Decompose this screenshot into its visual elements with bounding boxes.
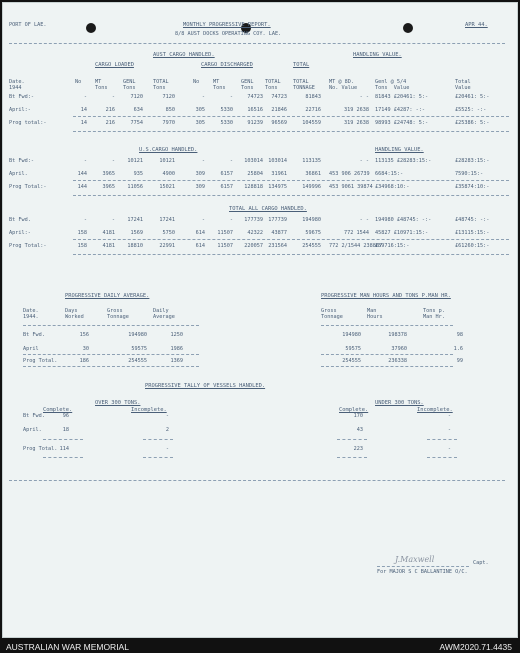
table-cell: 15021: [159, 184, 175, 190]
rule-line: [427, 439, 457, 440]
report-month: APR 44.: [465, 22, 488, 28]
rule-line: [73, 131, 509, 132]
punch-hole: [403, 23, 413, 33]
group-header: OVER 300 TONS.: [95, 400, 141, 406]
column-header: Days Worked: [65, 308, 84, 320]
table-cell: 98993 £24748: 5:-: [375, 120, 429, 126]
table-cell: 104559: [302, 120, 321, 126]
column-header: Incomplete.: [417, 407, 453, 413]
column-header: GENL Tons: [123, 79, 136, 91]
table-cell: 1986: [170, 346, 183, 352]
table-cell: -: [111, 158, 115, 164]
column-header: Incomplete.: [131, 407, 167, 413]
footer-credit: AUSTRALIAN WAR MEMORIAL: [6, 642, 129, 652]
table-cell: 74723: [271, 94, 287, 100]
table-cell: 10121: [159, 158, 175, 164]
rule-line: [143, 439, 173, 440]
table-cell: -: [201, 217, 205, 223]
table-cell: -: [447, 446, 451, 452]
table-cell: 194980: [342, 332, 361, 338]
table-cell: 18810: [127, 243, 143, 249]
table-cell: 156: [79, 332, 89, 338]
signature: J.Maxwell: [395, 555, 435, 564]
table-cell: 96: [62, 413, 69, 419]
table-cell: £34968:10:-: [375, 184, 410, 190]
table-cell: 216: [105, 107, 115, 113]
table-cell: £13115:15:-: [455, 230, 490, 236]
table-cell: 194980: [128, 332, 147, 338]
column-header: MT @ 8D. No. Value: [329, 79, 358, 91]
table-cell: £20461: 5:-: [455, 94, 490, 100]
table-cell: 216: [105, 120, 115, 126]
table-cell: 7120: [162, 94, 175, 100]
report-subtitle: 8/8 AUST DOCKS OPERATING COY. LAE.: [175, 31, 282, 37]
table-cell: -: [447, 413, 451, 419]
table-cell: - -: [359, 158, 369, 164]
table-cell: 11056: [127, 184, 143, 190]
table-cell: 59575: [345, 346, 361, 352]
table-cell: 850: [165, 107, 175, 113]
table-cell: 103014: [244, 158, 263, 164]
table-cell: 96569: [271, 120, 287, 126]
table-cell: 177739: [244, 217, 263, 223]
table-cell: 3965: [102, 184, 115, 190]
table-cell: 3965: [102, 171, 115, 177]
rule-line: [321, 325, 453, 326]
table-cell: 144: [77, 184, 87, 190]
row-label: Prog Total.: [23, 358, 58, 364]
table-cell: 177739: [268, 217, 287, 223]
table-cell: 236338: [388, 358, 407, 364]
table-cell: 634: [133, 107, 143, 113]
table-cell: 22716: [305, 107, 321, 113]
table-cell: £48745: -:-: [455, 217, 490, 223]
table-cell: -: [229, 158, 233, 164]
column-header: No: [75, 79, 82, 85]
table-cell: 81843: [305, 94, 321, 100]
table-cell: 5330: [220, 120, 233, 126]
section-title: PROGRESSIVE MAN HOURS AND TONS P.MAN HR.: [321, 293, 451, 299]
table-cell: 614: [195, 243, 205, 249]
table-cell: 16516: [247, 107, 263, 113]
column-header: Tons p. Man Hr.: [423, 308, 445, 320]
column-header: Date. 1944: [9, 79, 25, 91]
table-cell: - -: [359, 94, 369, 100]
rule-line: [321, 354, 453, 355]
column-header: Date. 1944.: [23, 308, 39, 320]
table-cell: 254555: [302, 243, 321, 249]
section-title: PROGRESSIVE DAILY AVERAGE.: [65, 293, 150, 299]
table-cell: 25804: [247, 171, 263, 177]
group-header: TOTAL: [293, 62, 310, 68]
table-cell: £25386: 5:-: [455, 120, 490, 126]
group-header: CARGO DISCHARGED: [201, 62, 253, 68]
table-cell: £61260:15:-: [455, 243, 490, 249]
table-cell: 453 906 26739: [329, 171, 370, 177]
table-cell: 194980: [302, 217, 321, 223]
table-cell: 43: [356, 427, 363, 433]
table-cell: 59575: [131, 346, 147, 352]
table-cell: 170: [353, 413, 363, 419]
table-cell: 158: [77, 230, 87, 236]
row-label: Bt Fwd.: [9, 217, 31, 223]
table-cell: -: [201, 94, 205, 100]
table-cell: 186: [79, 358, 89, 364]
table-cell: 1250: [170, 332, 183, 338]
table-cell: 45827 £10971:15:-: [375, 230, 429, 236]
table-cell: 223: [353, 446, 363, 452]
table-cell: 935: [133, 171, 143, 177]
table-cell: 103014: [268, 158, 287, 164]
rule-line: [73, 195, 509, 196]
column-header: TOTAL Tons: [153, 79, 169, 91]
table-cell: 220057: [244, 243, 263, 249]
table-cell: 1569: [130, 230, 143, 236]
rule-line: [23, 366, 199, 367]
table-cell: 113135: [302, 158, 321, 164]
table-cell: 14: [80, 107, 87, 113]
rule-line: [23, 325, 199, 326]
table-cell: 254555: [128, 358, 147, 364]
table-cell: 5330: [220, 107, 233, 113]
column-header: Complete.: [43, 407, 73, 413]
rule-line: [73, 180, 509, 181]
row-label: Bt Fwd:-: [9, 158, 34, 164]
table-cell: 149996: [302, 184, 321, 190]
rule-line: [321, 366, 453, 367]
rule-line: [337, 439, 367, 440]
table-cell: 21846: [271, 107, 287, 113]
table-cell: -: [447, 427, 451, 433]
table-cell: £35874:10:-: [455, 184, 490, 190]
table-cell: 98: [456, 332, 463, 338]
rule-line: [23, 354, 199, 355]
table-cell: 81843 £20461: 5:-: [375, 94, 429, 100]
row-label: Prog Total:-: [9, 243, 47, 249]
row-label: Bt Fwd.: [23, 413, 45, 419]
section-title: PROGRESSIVE TALLY OF VESSELS HANDLED.: [145, 383, 266, 389]
footer-id: AWM2020.71.4435: [439, 642, 512, 652]
table-cell: 99: [456, 358, 463, 364]
rule-line: [73, 116, 509, 117]
report-title: MONTHLY PROGRESSIVE REPORT.: [183, 22, 271, 28]
table-cell: 22991: [159, 243, 175, 249]
group-header: HANDLING VALUE.: [353, 52, 402, 58]
row-label: April:-: [9, 107, 31, 113]
table-cell: 2: [165, 427, 169, 433]
table-cell: £59716:15:-: [375, 243, 410, 249]
table-cell: -: [111, 217, 115, 223]
row-label: Prog total:-: [9, 120, 47, 126]
table-cell: 6157: [220, 171, 233, 177]
column-header: Genl @ 5/4 Tons Value: [375, 79, 410, 91]
table-cell: 144: [77, 171, 87, 177]
column-header: TOTAL TONNAGE: [293, 79, 315, 91]
table-cell: 134975: [268, 184, 287, 190]
table-cell: 6684:15:-: [375, 171, 404, 177]
table-cell: 43877: [271, 230, 287, 236]
section-title: AUST CARGO HANDLED.: [153, 52, 215, 58]
table-cell: 305: [195, 120, 205, 126]
row-label: April.: [23, 427, 42, 433]
table-cell: 30: [82, 346, 89, 352]
table-cell: 4900: [162, 171, 175, 177]
table-cell: 114: [59, 446, 69, 452]
table-cell: 158: [77, 243, 87, 249]
table-cell: 59675: [305, 230, 321, 236]
table-cell: 10121: [127, 158, 143, 164]
table-cell: 128818: [244, 184, 263, 190]
section-title: U.S.CARGO HANDLED.: [139, 147, 198, 153]
rule-line: [143, 457, 173, 458]
column-header: Gross Tonnage: [107, 308, 129, 320]
table-cell: 17241: [127, 217, 143, 223]
table-cell: 31961: [271, 171, 287, 177]
row-label: Bt Fwd:-: [9, 94, 34, 100]
table-cell: 74723: [247, 94, 263, 100]
table-cell: -: [229, 94, 233, 100]
column-header: MT Tons: [95, 79, 108, 91]
table-cell: 1.6: [453, 346, 463, 352]
table-cell: 198378: [388, 332, 407, 338]
row-label: Bt Fwd.: [23, 332, 45, 338]
table-cell: -: [201, 158, 205, 164]
table-cell: 14: [80, 120, 87, 126]
document-page: [2, 2, 518, 638]
column-header: No: [193, 79, 200, 85]
group-header: HANDLING VALUE.: [375, 147, 424, 153]
column-header: Total Value: [455, 79, 471, 91]
table-cell: 1369: [170, 358, 183, 364]
table-cell: 772 1544: [344, 230, 369, 236]
table-cell: 91239: [247, 120, 263, 126]
row-label: Prog Total:-: [9, 184, 47, 190]
column-header: MT Tons: [213, 79, 226, 91]
port-label: PORT OF LAE.: [9, 22, 47, 28]
row-label: April:-: [9, 230, 31, 236]
archive-footer: [0, 638, 520, 653]
table-cell: 231564: [268, 243, 287, 249]
rule-line: [43, 439, 83, 440]
column-header: TOTAL Tons: [265, 79, 281, 91]
table-cell: 6157: [220, 184, 233, 190]
punch-hole: [86, 23, 96, 33]
table-cell: 4181: [102, 230, 115, 236]
column-header: Gross Tonnage: [321, 308, 343, 320]
table-cell: -: [83, 217, 87, 223]
table-cell: 18: [62, 427, 69, 433]
table-cell: 17149 £4287: -:-: [375, 107, 425, 113]
signature-for: For MAJOR S C BALLANTINE O/C.: [377, 569, 468, 575]
table-cell: 319 2638: [344, 107, 369, 113]
column-header: Daily Average: [153, 308, 175, 320]
column-header: Man Hours: [367, 308, 383, 320]
table-cell: 7754: [130, 120, 143, 126]
table-cell: 4181: [102, 243, 115, 249]
rule-line: [337, 457, 367, 458]
table-cell: 17241: [159, 217, 175, 223]
table-cell: 319 2638: [344, 120, 369, 126]
table-cell: 194980 £48745: -:-: [375, 217, 432, 223]
table-cell: -: [165, 446, 169, 452]
rule-line: [9, 480, 505, 481]
table-cell: 305: [195, 107, 205, 113]
table-cell: -: [165, 413, 169, 419]
table-cell: 614: [195, 230, 205, 236]
table-cell: - -: [359, 217, 369, 223]
signature-rank: Capt.: [473, 560, 489, 566]
table-cell: -: [83, 158, 87, 164]
row-label: April: [23, 346, 39, 352]
table-cell: 11507: [217, 243, 233, 249]
table-cell: 254555: [342, 358, 361, 364]
table-cell: 113135 £28283:15:-: [375, 158, 432, 164]
row-label: April.: [9, 171, 28, 177]
table-cell: -: [83, 94, 87, 100]
rule-line: [73, 239, 509, 240]
rule-line: [427, 457, 457, 458]
table-cell: 36861: [305, 171, 321, 177]
table-cell: 7970: [162, 120, 175, 126]
row-label: Prog Total.: [23, 446, 58, 452]
section-title: TOTAL ALL CARGO HANDLED.: [229, 206, 307, 212]
table-cell: 772 2/1544 238867: [329, 243, 383, 249]
table-cell: 453 9061 39874: [329, 184, 373, 190]
table-cell: 37960: [391, 346, 407, 352]
table-cell: 5750: [162, 230, 175, 236]
table-cell: £28283:15:-: [455, 158, 490, 164]
rule-line: [43, 457, 83, 458]
table-cell: -: [111, 94, 115, 100]
rule-line: [9, 43, 505, 44]
rule-line: [73, 254, 509, 255]
group-header: CARGO LOADED: [95, 62, 134, 68]
column-header: Complete.: [339, 407, 369, 413]
table-cell: 309: [195, 184, 205, 190]
table-cell: 7590:15:-: [455, 171, 484, 177]
column-header: GENL Tons: [241, 79, 254, 91]
table-cell: -: [229, 217, 233, 223]
table-cell: 309: [195, 171, 205, 177]
table-cell: 7120: [130, 94, 143, 100]
table-cell: £5525: -:-: [455, 107, 487, 113]
group-header: UNDER 300 TONS.: [375, 400, 424, 406]
rule-line: [377, 566, 469, 567]
table-cell: 42322: [247, 230, 263, 236]
table-cell: 11507: [217, 230, 233, 236]
